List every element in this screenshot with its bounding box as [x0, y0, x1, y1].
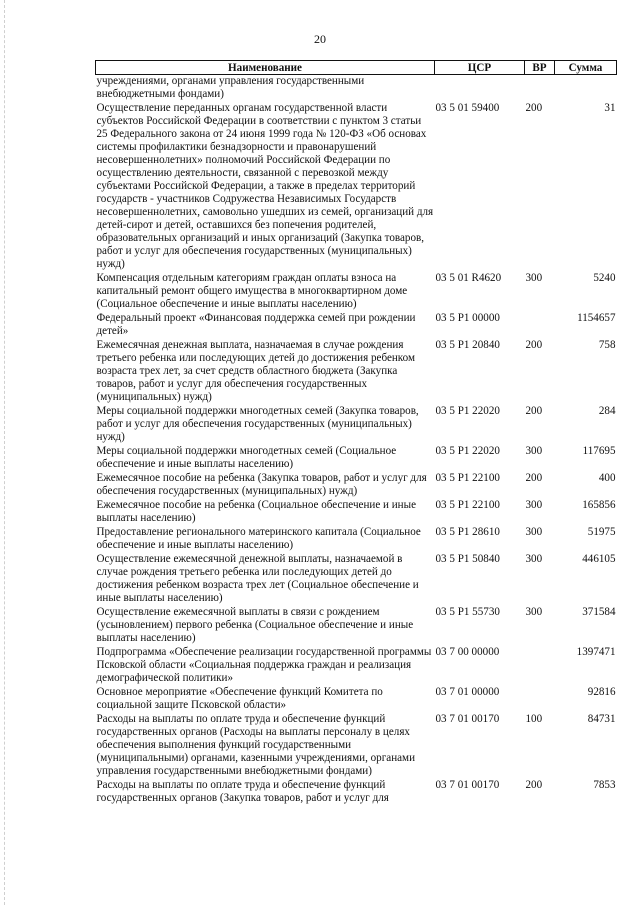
table-row	[96, 646, 617, 686]
cell-vr	[525, 646, 555, 686]
cell-name: Ежемесячное пособие на ребенка (Закупка товаров, работ и услуг для обеспечения государственных (муниципальных) нужд)	[96, 472, 427, 497]
cell-csr: 03 5 P1 00000	[435, 312, 500, 324]
header-csr: ЦСР	[435, 61, 525, 75]
scan-edge	[4, 0, 6, 905]
cell-sum	[555, 75, 617, 103]
cell-vr: 300	[525, 499, 543, 511]
cell-vr: 300	[525, 272, 543, 284]
header-name: Наименование	[96, 61, 435, 75]
cell-name: учреждениями, органами управления государственными внебюджетными фондами)	[96, 75, 365, 100]
cell-csr: 03 5 P1 22020	[435, 445, 500, 457]
cell-name: Ежемесячное пособие на ребенка (Социальное обеспечение и иные выплаты населению)	[96, 499, 416, 524]
cell-vr: 200	[525, 339, 543, 351]
cell-name: Компенсация отдельным категориям граждан оплаты взноса на капитальный ремонт общего имущества в многоквартирном доме (Социальное обеспечение и иные выплаты населению)	[96, 272, 408, 310]
cell-sum: 1397471	[576, 646, 616, 658]
table-row	[96, 405, 617, 445]
cell-sum: 400	[598, 472, 616, 484]
cell-csr: 03 5 P1 22020	[435, 405, 500, 417]
cell-sum: 165856	[582, 499, 616, 511]
cell-sum: 1154657	[577, 312, 616, 324]
table-row	[96, 526, 617, 553]
table-row	[96, 606, 617, 646]
budget-table	[95, 60, 617, 806]
cell-name: Предоставление регионального материнского капитала (Социальное обеспечение и иные выплаты населению)	[96, 526, 421, 551]
cell-csr: 03 7 01 00000	[435, 686, 500, 698]
cell-name: Осуществление ежемесячной выплаты в связи с рождением (усыновлением) первого ребенка (Социальное обеспечение и иные выплаты населению)	[96, 606, 414, 644]
cell-vr: 300	[525, 606, 543, 618]
cell-name: Ежемесячная денежная выплата, назначаемая в случае рождения третьего ребенка или последующих детей до достижения ребенком возраста трех лет, за счет средств областного бюджета (Закупка товаров, работ и услуг для обеспечения государственных (муниципальных) нужд)	[96, 339, 415, 403]
cell-vr: 200	[525, 102, 543, 114]
cell-sum: 371584	[582, 606, 616, 618]
cell-csr: 03 5 01 R4620	[435, 272, 502, 284]
cell-vr: 200	[525, 472, 543, 484]
table-row	[96, 472, 617, 499]
cell-name: Осуществление ежемесячной денежной выплаты, назначаемой в случае рождения третьего ребенка или последующих детей до достижения ребенком возраста трех лет (Социальное обеспечение и иные выплаты населению)	[96, 553, 419, 604]
cell-csr: 03 5 P1 22100	[435, 472, 500, 484]
cell-sum: 31	[604, 102, 616, 114]
table-row	[96, 686, 617, 713]
table-row	[96, 445, 617, 472]
cell-vr: 200	[525, 405, 543, 417]
cell-csr: 03 5 P1 20840	[435, 339, 500, 351]
cell-csr: 03 5 P1 22100	[435, 499, 500, 511]
cell-name: Федеральный проект «Финансовая поддержка семей при рождении детей»	[96, 312, 416, 337]
cell-vr: 300	[525, 445, 543, 457]
cell-csr: 03 5 P1 55730	[435, 606, 500, 618]
cell-name: Меры социальной поддержки многодетных семей (Социальное обеспечение и иные выплаты населению)	[96, 445, 397, 470]
cell-sum: 284	[598, 405, 616, 417]
table-row	[96, 553, 617, 606]
cell-name: Расходы на выплаты по оплате труда и обеспечение функций государственных органов (Закупка товаров, работ и услуг для	[96, 779, 389, 804]
cell-vr: 300	[525, 526, 543, 538]
cell-vr	[525, 75, 555, 103]
table-header-row	[96, 61, 617, 75]
cell-sum: 117695	[582, 445, 616, 457]
cell-name: Меры социальной поддержки многодетных семей (Закупка товаров, работ и услуг для обеспечения государственных (муниципальных) нужд)	[96, 405, 419, 443]
cell-sum: 446105	[582, 553, 616, 565]
header-sum: Сумма	[555, 61, 617, 75]
cell-name: Подпрограмма «Обеспечение реализации государственной программы Псковской области «Социальная поддержка граждан и реализация демографической политики»	[96, 646, 432, 684]
table-body	[96, 75, 617, 807]
table-row	[96, 102, 617, 272]
cell-name: Расходы на выплаты по оплате труда и обеспечение функций государственных органов (Расходы на выплаты персоналу в целях обеспечения выполнения функций государственными (муниципальными) органами, казенными учреждениями, органами управления государственными внебюджетными фондами)	[96, 713, 416, 777]
header-vr: ВР	[525, 61, 555, 75]
table-row	[96, 779, 617, 806]
cell-csr: 03 7 01 00170	[435, 713, 500, 725]
cell-csr: 03 5 P1 28610	[435, 526, 500, 538]
cell-sum: 7853	[593, 779, 616, 791]
cell-sum: 92816	[587, 686, 616, 698]
cell-vr: 300	[525, 553, 543, 565]
cell-vr	[525, 686, 555, 713]
cell-sum: 5240	[593, 272, 616, 284]
cell-csr: 03 7 01 00170	[435, 779, 500, 791]
cell-name: Основное мероприятие «Обеспечение функций Комитета по социальной защите Псковской области»	[96, 686, 383, 711]
table-row	[96, 339, 617, 405]
cell-sum: 758	[598, 339, 616, 351]
cell-sum: 51975	[587, 526, 616, 538]
cell-vr: 100	[525, 713, 543, 725]
table-row	[96, 499, 617, 526]
cell-csr	[435, 75, 525, 103]
cell-name: Осуществление переданных органам государственной власти субъектов Российской Федерации в соответствии с пунктом 3 статьи 25 Федерального закона от 24 июня 1999 года № 120-ФЗ «Об основах системы профилактики безнадзорности и правонарушений несовершеннолетних» полномочий Российской Федерации по осуществлению деятельности, связанной с перевозкой между субъектами Российской Федерации, а также в пределах территорий государств - участников Содружества Независимых Государств несовершеннолетних, самовольно ушедших из семей, организаций для детей-сирот и детей, оставшихся без попечения родителей, образовательных организаций и иных организаций (Закупка товаров, работ и услуг для обеспечения государственных (муниципальных) нужд)	[96, 102, 434, 270]
page-number: 20	[314, 32, 326, 46]
cell-csr: 03 7 00 00000	[435, 646, 500, 658]
cell-csr: 03 5 P1 50840	[435, 553, 500, 565]
cell-sum: 84731	[587, 713, 616, 725]
cell-csr: 03 5 01 59400	[435, 102, 500, 114]
cell-vr	[525, 312, 555, 339]
table-row	[96, 713, 617, 779]
table-row	[96, 75, 617, 103]
table-row	[96, 272, 617, 312]
table-row	[96, 312, 617, 339]
cell-vr: 200	[525, 779, 543, 791]
